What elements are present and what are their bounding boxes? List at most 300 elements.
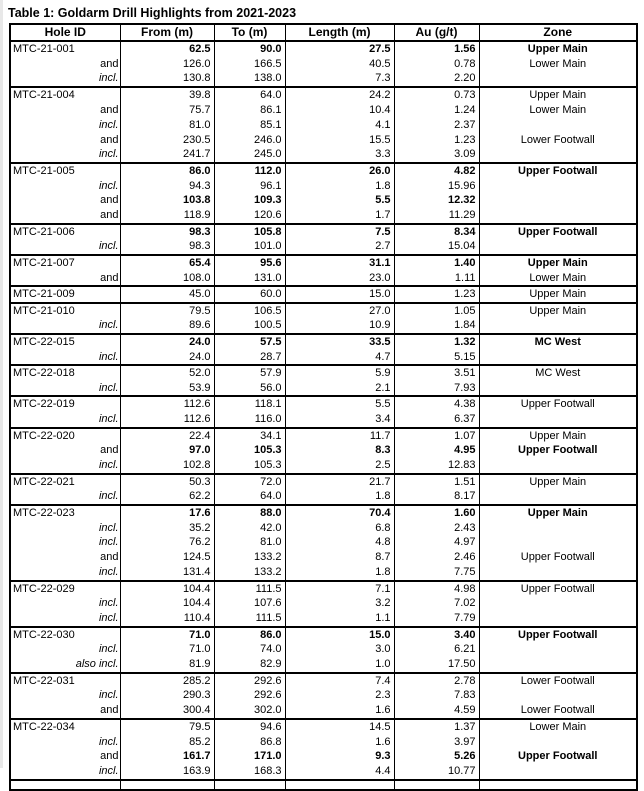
interval-qualifier-cell: incl. (10, 734, 120, 749)
length-cell: 3.0 (285, 642, 394, 657)
au-cell: 4.38 (394, 396, 479, 412)
from-cell: 126.0 (120, 57, 214, 72)
zone-cell: Upper Main (479, 303, 637, 319)
from-cell: 22.4 (120, 428, 214, 444)
length-cell: 3.2 (285, 596, 394, 611)
length-cell: 5.5 (285, 396, 394, 412)
length-cell: 8.3 (285, 443, 394, 458)
zone-cell (479, 381, 637, 397)
column-header-length-m: Length (m) (285, 24, 394, 41)
to-cell: 34.1 (214, 428, 285, 444)
to-cell: 42.0 (214, 520, 285, 535)
au-cell: 10.77 (394, 764, 479, 780)
length-cell: 23.0 (285, 271, 394, 287)
au-cell: 8.34 (394, 224, 479, 240)
length-cell: 26.0 (285, 163, 394, 179)
interval-qualifier-cell: and (10, 749, 120, 764)
au-cell: 1.23 (394, 132, 479, 147)
au-cell: 1.23 (394, 286, 479, 303)
au-cell: 5.15 (394, 350, 479, 366)
to-cell: 292.6 (214, 688, 285, 703)
to-cell: 109.3 (214, 193, 285, 208)
interval-qualifier-cell: and (10, 550, 120, 565)
table-row (10, 474, 637, 490)
length-cell: 2.1 (285, 381, 394, 397)
interval-qualifier-cell: incl. (10, 178, 120, 193)
au-cell: 3.51 (394, 365, 479, 381)
length-cell: 15.5 (285, 132, 394, 147)
au-cell: 12.32 (394, 193, 479, 208)
length-cell: 27.5 (285, 41, 394, 57)
length-cell: 15.0 (285, 627, 394, 643)
au-cell: 12.83 (394, 458, 479, 474)
zone-cell: Lower Main (479, 57, 637, 72)
column-header-au-g-t: Au (g/t) (394, 24, 479, 41)
au-cell: 1.60 (394, 505, 479, 521)
au-cell: 2.46 (394, 550, 479, 565)
from-cell: 62.5 (120, 41, 214, 57)
au-cell: 15.96 (394, 178, 479, 193)
interval-qualifier-cell: and (10, 443, 120, 458)
interval-qualifier-cell: incl. (10, 535, 120, 550)
interval-qualifier-cell: incl. (10, 489, 120, 505)
from-cell: 89.6 (120, 318, 214, 334)
au-cell: 1.56 (394, 41, 479, 57)
to-cell: 56.0 (214, 381, 285, 397)
zone-cell (479, 239, 637, 255)
zone-cell: Upper Footwall (479, 550, 637, 565)
to-cell: 96.1 (214, 178, 285, 193)
table-row (10, 303, 637, 319)
table-row (10, 657, 637, 673)
interval-qualifier-cell: incl. (10, 764, 120, 780)
to-cell: 57.5 (214, 334, 285, 350)
zone-cell: Upper Main (479, 428, 637, 444)
from-cell: 79.5 (120, 719, 214, 735)
zone-cell (479, 642, 637, 657)
au-cell: 1.37 (394, 719, 479, 735)
length-cell: 7.5 (285, 224, 394, 240)
to-cell: 72.0 (214, 474, 285, 490)
length-cell: 5.5 (285, 193, 394, 208)
table-row (10, 688, 637, 703)
au-cell: 17.50 (394, 657, 479, 673)
table-row (10, 132, 637, 147)
length-cell: 5.9 (285, 365, 394, 381)
zone-cell (479, 350, 637, 366)
au-cell: 0.73 (394, 87, 479, 103)
length-cell: 2.5 (285, 458, 394, 474)
length-cell: 1.6 (285, 734, 394, 749)
to-cell: 131.0 (214, 271, 285, 287)
from-cell: 50.3 (120, 474, 214, 490)
hole-id-cell: MTC-21-010 (10, 303, 120, 319)
to-cell: 171.0 (214, 749, 285, 764)
to-cell: 292.6 (214, 673, 285, 689)
zone-cell: Lower Footwall (479, 703, 637, 719)
zone-cell (479, 780, 637, 790)
hole-id-cell: MTC-22-015 (10, 334, 120, 350)
table-row (10, 703, 637, 719)
zone-cell (479, 318, 637, 334)
table-row (10, 255, 637, 271)
table-row (10, 489, 637, 505)
zone-cell: Upper Main (479, 87, 637, 103)
from-cell: 300.4 (120, 703, 214, 719)
hole-id-cell: MTC-22-031 (10, 673, 120, 689)
zone-cell (479, 688, 637, 703)
au-cell: 7.02 (394, 596, 479, 611)
to-cell: 138.0 (214, 71, 285, 87)
zone-cell (479, 412, 637, 428)
au-cell: 3.09 (394, 147, 479, 163)
to-cell: 82.9 (214, 657, 285, 673)
from-cell: 108.0 (120, 271, 214, 287)
to-cell: 118.1 (214, 396, 285, 412)
table-row (10, 286, 637, 303)
table-row (10, 764, 637, 780)
au-cell: 1.51 (394, 474, 479, 490)
zone-cell (479, 458, 637, 474)
interval-qualifier-cell: incl. (10, 520, 120, 535)
length-cell: 14.5 (285, 719, 394, 735)
interval-qualifier-cell: and (10, 271, 120, 287)
column-header-zone: Zone (479, 24, 637, 41)
to-cell: 106.5 (214, 303, 285, 319)
interval-qualifier-cell: incl. (10, 147, 120, 163)
zone-cell (479, 734, 637, 749)
hole-id-cell: MTC-21-007 (10, 255, 120, 271)
au-cell: 4.59 (394, 703, 479, 719)
length-cell: 1.8 (285, 489, 394, 505)
length-cell: 24.2 (285, 87, 394, 103)
au-cell: 3.40 (394, 627, 479, 643)
hole-id-cell: MTC-21-005 (10, 163, 120, 179)
table-row (10, 505, 637, 521)
to-cell: 168.3 (214, 764, 285, 780)
from-cell: 103.8 (120, 193, 214, 208)
interval-qualifier-cell: incl. (10, 381, 120, 397)
from-cell: 102.8 (120, 458, 214, 474)
from-cell: 81.9 (120, 657, 214, 673)
zone-cell: Upper Main (479, 474, 637, 490)
table-row (10, 71, 637, 87)
length-cell: 33.5 (285, 334, 394, 350)
interval-qualifier-cell: incl. (10, 71, 120, 87)
au-cell: 15.04 (394, 239, 479, 255)
to-cell: 105.3 (214, 458, 285, 474)
length-cell: 8.7 (285, 550, 394, 565)
from-cell: 52.0 (120, 365, 214, 381)
zone-cell (479, 611, 637, 627)
length-cell: 3.3 (285, 147, 394, 163)
hole-id-cell: MTC-22-021 (10, 474, 120, 490)
table-row (10, 271, 637, 287)
length-cell: 9.3 (285, 749, 394, 764)
hole-id-cell: MTC-21-004 (10, 87, 120, 103)
table-row (10, 780, 637, 790)
zone-cell (479, 178, 637, 193)
au-cell: 4.95 (394, 443, 479, 458)
length-cell: 6.8 (285, 520, 394, 535)
au-cell: 7.75 (394, 565, 479, 581)
au-cell: 11.29 (394, 208, 479, 224)
from-cell: 97.0 (120, 443, 214, 458)
table-row (10, 87, 637, 103)
table-header-row (10, 24, 637, 41)
length-cell: 1.0 (285, 657, 394, 673)
to-cell: 105.8 (214, 224, 285, 240)
zone-cell: Lower Footwall (479, 132, 637, 147)
hole-id-cell: MTC-22-034 (10, 719, 120, 735)
interval-qualifier-cell: also incl. (10, 657, 120, 673)
table-row (10, 428, 637, 444)
zone-cell: Lower Main (479, 271, 637, 287)
au-cell: 6.37 (394, 412, 479, 428)
zone-cell: Upper Main (479, 255, 637, 271)
table-row (10, 334, 637, 350)
from-cell: 131.4 (120, 565, 214, 581)
zone-cell: Upper Main (479, 286, 637, 303)
zone-cell (479, 657, 637, 673)
from-cell: 81.0 (120, 118, 214, 133)
to-cell: 85.1 (214, 118, 285, 133)
length-cell: 70.4 (285, 505, 394, 521)
au-cell: 1.24 (394, 103, 479, 118)
table-row (10, 581, 637, 597)
to-cell: 120.6 (214, 208, 285, 224)
from-cell: 112.6 (120, 396, 214, 412)
au-cell: 3.97 (394, 734, 479, 749)
au-cell: 4.97 (394, 535, 479, 550)
length-cell: 4.1 (285, 118, 394, 133)
au-cell: 1.11 (394, 271, 479, 287)
to-cell: 112.0 (214, 163, 285, 179)
hole-id-cell: MTC-21-009 (10, 286, 120, 303)
table-title: Table 1: Goldarm Drill Highlights from 2021-2023 (8, 6, 297, 20)
length-cell: 15.0 (285, 286, 394, 303)
zone-cell (479, 147, 637, 163)
table-row (10, 103, 637, 118)
from-cell: 112.6 (120, 412, 214, 428)
to-cell: 302.0 (214, 703, 285, 719)
from-cell: 65.4 (120, 255, 214, 271)
from-cell: 24.0 (120, 334, 214, 350)
from-cell: 110.4 (120, 611, 214, 627)
from-cell: 285.2 (120, 673, 214, 689)
zone-cell: MC West (479, 365, 637, 381)
to-cell: 245.0 (214, 147, 285, 163)
to-cell: 116.0 (214, 412, 285, 428)
hole-id-cell: MTC-22-019 (10, 396, 120, 412)
to-cell: 105.3 (214, 443, 285, 458)
zone-cell (479, 118, 637, 133)
zone-cell: Upper Main (479, 505, 637, 521)
zone-cell: Upper Footwall (479, 749, 637, 764)
to-cell: 88.0 (214, 505, 285, 521)
from-cell: 71.0 (120, 642, 214, 657)
from-cell: 79.5 (120, 303, 214, 319)
au-cell: 0.78 (394, 57, 479, 72)
to-cell (214, 780, 285, 790)
length-cell: 21.7 (285, 474, 394, 490)
zone-cell: Upper Footwall (479, 443, 637, 458)
au-cell: 1.32 (394, 334, 479, 350)
length-cell: 4.7 (285, 350, 394, 366)
from-cell: 86.0 (120, 163, 214, 179)
from-cell: 161.7 (120, 749, 214, 764)
hole-id-cell: MTC-22-018 (10, 365, 120, 381)
table-row (10, 734, 637, 749)
from-cell: 118.9 (120, 208, 214, 224)
interval-qualifier-cell: incl. (10, 318, 120, 334)
au-cell: 4.98 (394, 581, 479, 597)
length-cell: 1.8 (285, 565, 394, 581)
to-cell: 100.5 (214, 318, 285, 334)
from-cell (120, 780, 214, 790)
zone-cell (479, 208, 637, 224)
interval-qualifier-cell: incl. (10, 642, 120, 657)
zone-cell: Upper Footwall (479, 224, 637, 240)
au-cell: 7.83 (394, 688, 479, 703)
au-cell: 6.21 (394, 642, 479, 657)
from-cell: 62.2 (120, 489, 214, 505)
length-cell: 11.7 (285, 428, 394, 444)
au-cell: 2.78 (394, 673, 479, 689)
length-cell: 7.1 (285, 581, 394, 597)
zone-cell: MC West (479, 334, 637, 350)
au-cell: 1.40 (394, 255, 479, 271)
length-cell: 2.3 (285, 688, 394, 703)
length-cell: 4.8 (285, 535, 394, 550)
table-row (10, 520, 637, 535)
hole-id-cell: MTC-22-029 (10, 581, 120, 597)
from-cell: 39.8 (120, 87, 214, 103)
from-cell: 17.6 (120, 505, 214, 521)
table-row (10, 611, 637, 627)
from-cell: 241.7 (120, 147, 214, 163)
from-cell: 75.7 (120, 103, 214, 118)
table-row (10, 57, 637, 72)
length-cell: 10.9 (285, 318, 394, 334)
column-header-from-m: From (m) (120, 24, 214, 41)
interval-qualifier-cell: incl. (10, 350, 120, 366)
to-cell: 133.2 (214, 565, 285, 581)
from-cell: 124.5 (120, 550, 214, 565)
table-row (10, 396, 637, 412)
table-row (10, 749, 637, 764)
from-cell: 163.9 (120, 764, 214, 780)
zone-cell: Lower Footwall (479, 673, 637, 689)
to-cell: 60.0 (214, 286, 285, 303)
column-header-to-m: To (m) (214, 24, 285, 41)
au-cell: 7.79 (394, 611, 479, 627)
table-row (10, 239, 637, 255)
from-cell: 85.2 (120, 734, 214, 749)
zone-cell (479, 71, 637, 87)
table-row (10, 318, 637, 334)
interval-qualifier-cell: and (10, 193, 120, 208)
length-cell: 1.7 (285, 208, 394, 224)
zone-cell: Upper Footwall (479, 163, 637, 179)
length-cell: 2.7 (285, 239, 394, 255)
au-cell: 1.05 (394, 303, 479, 319)
au-cell: 2.20 (394, 71, 479, 87)
to-cell: 81.0 (214, 535, 285, 550)
table-row (10, 41, 637, 57)
from-cell: 98.3 (120, 239, 214, 255)
hole-id-cell: MTC-21-001 (10, 41, 120, 57)
to-cell: 101.0 (214, 239, 285, 255)
zone-cell (479, 596, 637, 611)
zone-cell: Upper Main (479, 41, 637, 57)
length-cell: 31.1 (285, 255, 394, 271)
interval-qualifier-cell: incl. (10, 118, 120, 133)
table-row (10, 535, 637, 550)
zone-cell: Lower Main (479, 103, 637, 118)
from-cell: 94.3 (120, 178, 214, 193)
zone-cell (479, 193, 637, 208)
zone-cell: Upper Footwall (479, 581, 637, 597)
to-cell: 57.9 (214, 365, 285, 381)
to-cell: 74.0 (214, 642, 285, 657)
to-cell: 166.5 (214, 57, 285, 72)
table-row (10, 224, 637, 240)
table-row (10, 565, 637, 581)
au-cell: 2.37 (394, 118, 479, 133)
interval-qualifier-cell: incl. (10, 688, 120, 703)
hole-id-cell: MTC-22-023 (10, 505, 120, 521)
hole-id-cell: MTC-22-030 (10, 627, 120, 643)
zone-cell (479, 565, 637, 581)
interval-qualifier-cell: incl. (10, 596, 120, 611)
length-cell: 27.0 (285, 303, 394, 319)
from-cell: 53.9 (120, 381, 214, 397)
table-row (10, 365, 637, 381)
table-row (10, 118, 637, 133)
drill-highlights-table (9, 23, 638, 791)
zone-cell (479, 489, 637, 505)
from-cell: 71.0 (120, 627, 214, 643)
length-cell: 4.4 (285, 764, 394, 780)
au-cell: 4.82 (394, 163, 479, 179)
from-cell: 24.0 (120, 350, 214, 366)
from-cell: 45.0 (120, 286, 214, 303)
from-cell: 76.2 (120, 535, 214, 550)
table-row (10, 627, 637, 643)
length-cell: 7.4 (285, 673, 394, 689)
length-cell: 40.5 (285, 57, 394, 72)
to-cell: 95.6 (214, 255, 285, 271)
to-cell: 133.2 (214, 550, 285, 565)
table-row (10, 458, 637, 474)
to-cell: 107.6 (214, 596, 285, 611)
interval-qualifier-cell: and (10, 208, 120, 224)
zone-cell (479, 764, 637, 780)
interval-qualifier-cell: and (10, 132, 120, 147)
interval-qualifier-cell: incl. (10, 239, 120, 255)
table-row (10, 719, 637, 735)
interval-qualifier-cell: and (10, 703, 120, 719)
column-header-hole-id: Hole ID (10, 24, 120, 41)
from-cell: 230.5 (120, 132, 214, 147)
to-cell: 86.0 (214, 627, 285, 643)
length-cell: 1.1 (285, 611, 394, 627)
from-cell: 35.2 (120, 520, 214, 535)
from-cell: 290.3 (120, 688, 214, 703)
table-row (10, 208, 637, 224)
table-body (10, 41, 637, 790)
